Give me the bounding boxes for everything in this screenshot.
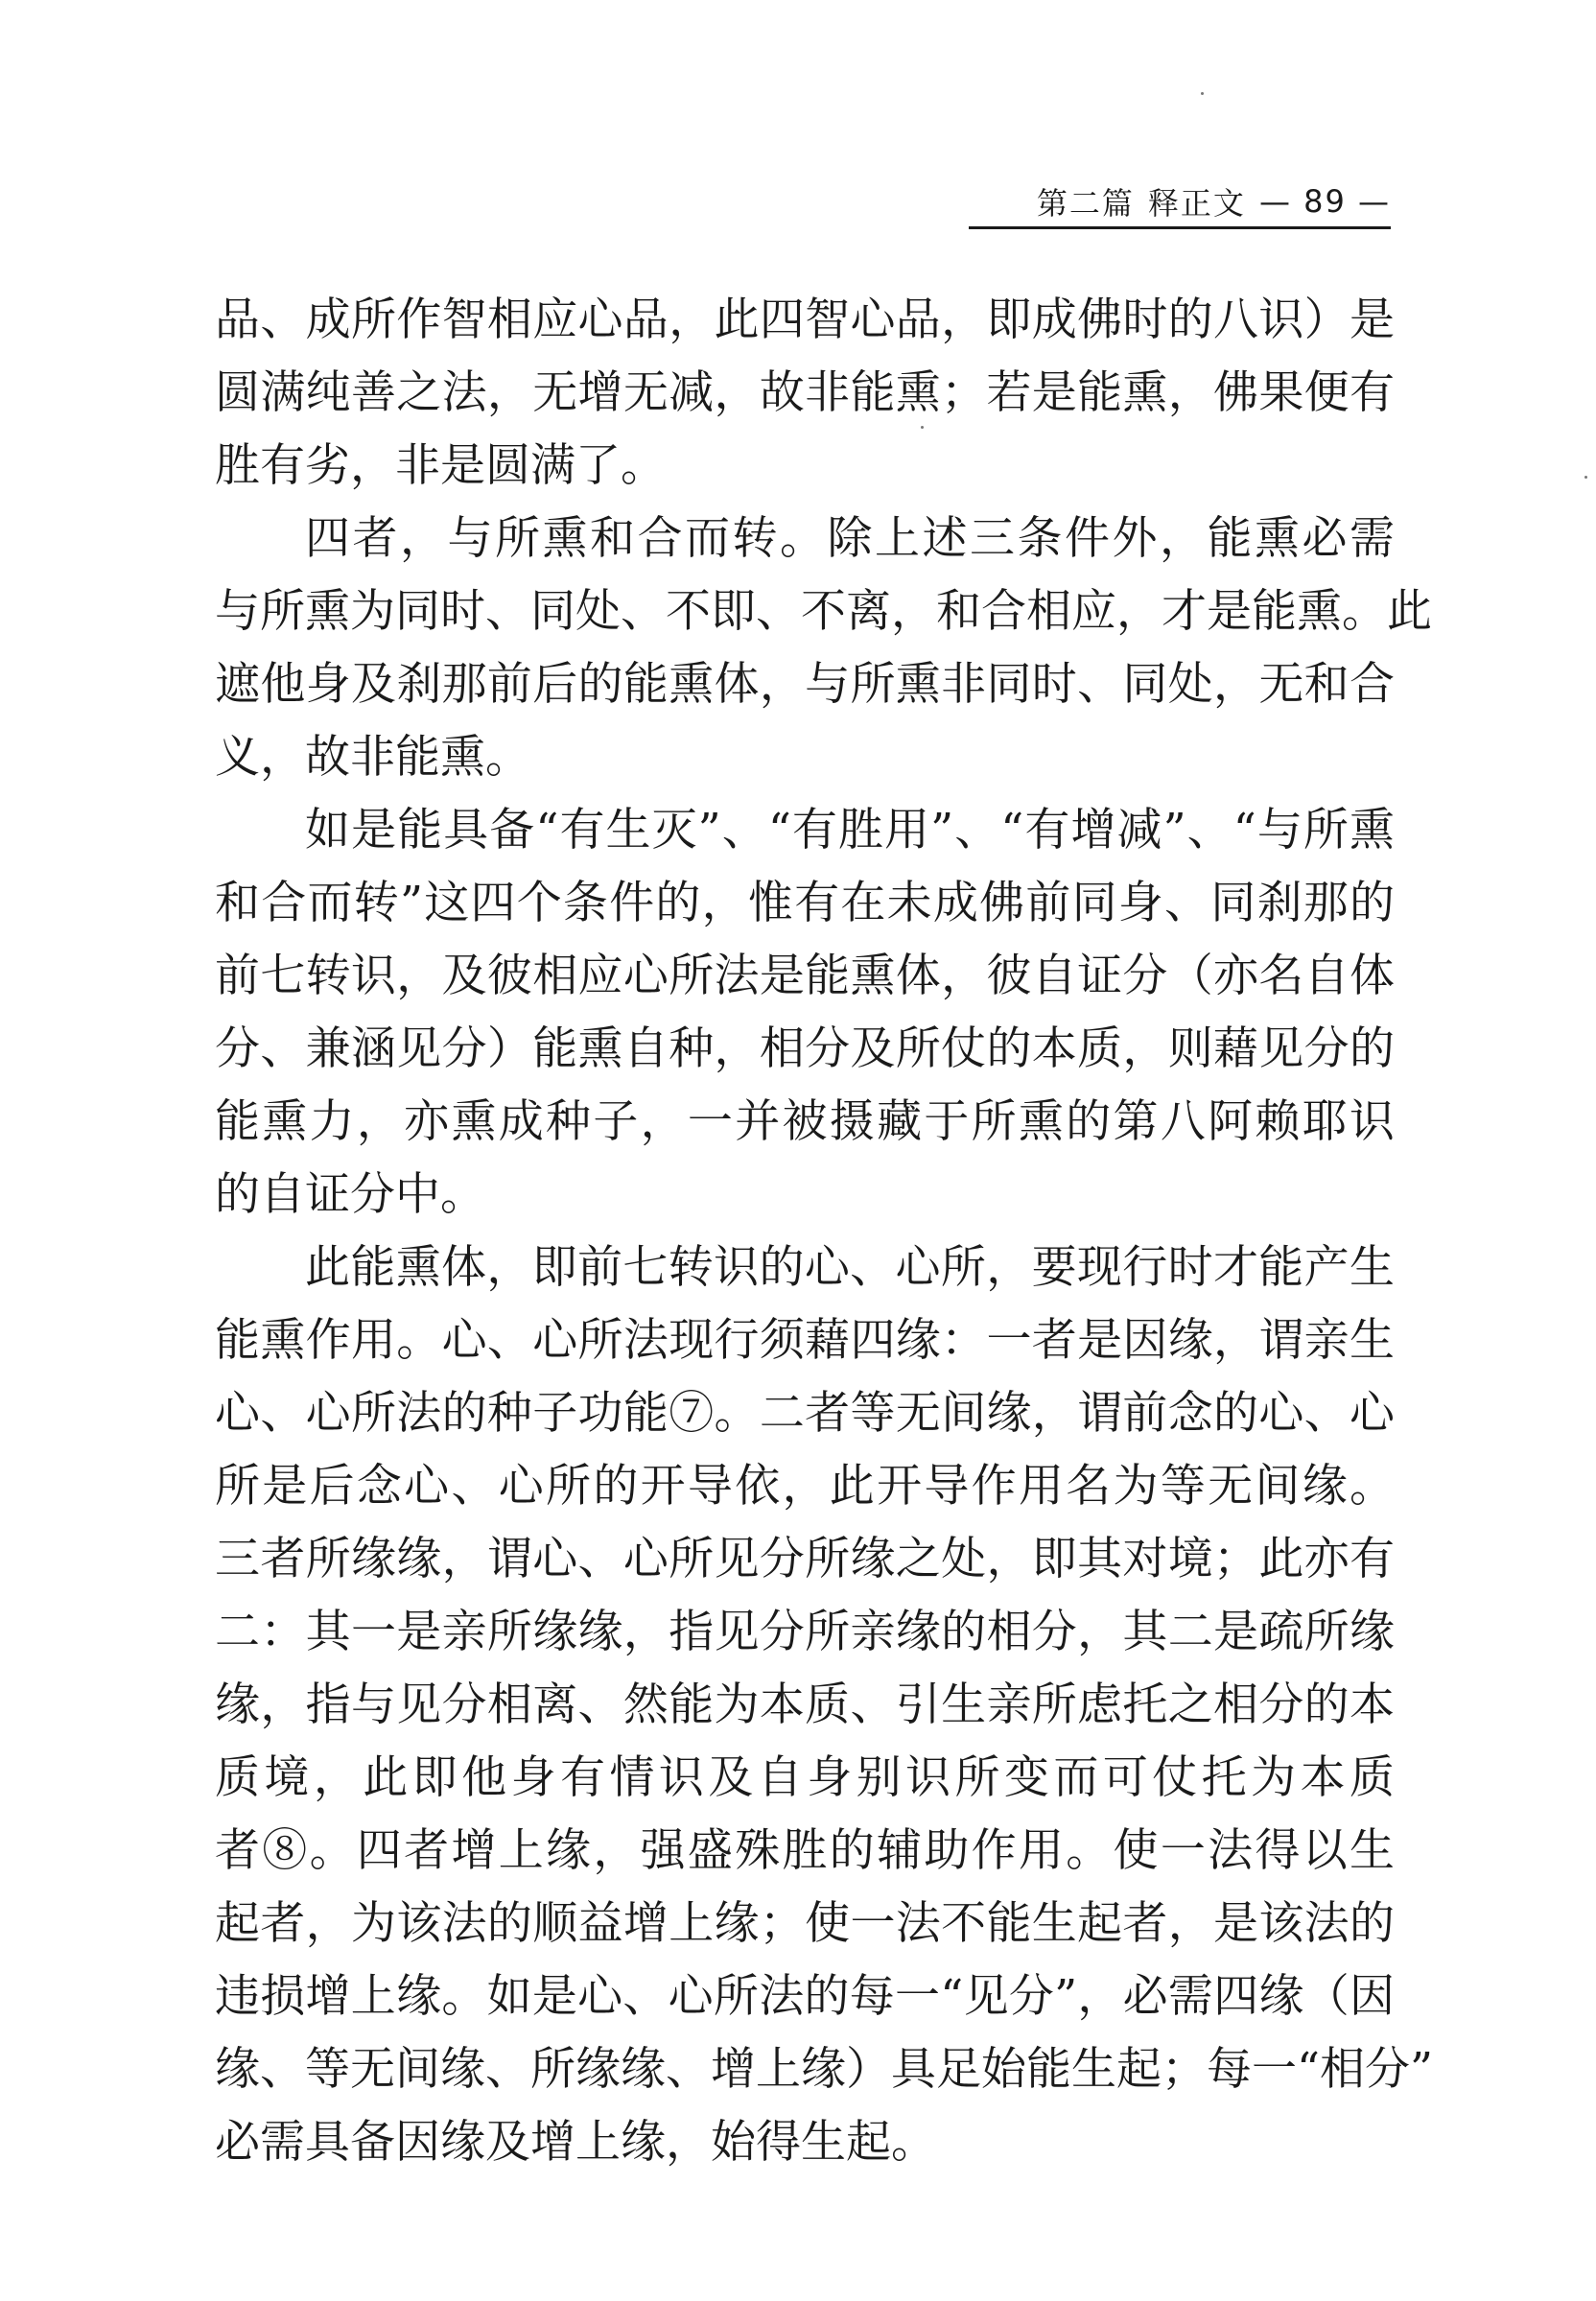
text-line: 质境，此即他身有情识及自身别识所变而可仗托为本质	[215, 1751, 1395, 1804]
text-line: 起者，为该法的顺益增上缘；使一法不能生起者，是该法的	[215, 1897, 1395, 1950]
text-line: 的自证分中。	[215, 1168, 485, 1221]
text-line: 此能熏体，即前七转识的心、心所，要现行时才能产生	[305, 1241, 1395, 1294]
text-line: 义，故非能熏。	[215, 731, 530, 784]
text-line: 如是能具备“有生灭”、“有胜用”、“有增减”、“与所熏	[305, 804, 1395, 857]
text-line: 与所熏为同时、同处、不即、不离，和合相应，才是能熏。此	[215, 585, 1432, 638]
text-line: 必需具备因缘及增上缘，始得生起。	[215, 2116, 936, 2169]
text-line: 品、成所作智相应心品，此四智心品，即成佛时的八识）是	[215, 293, 1395, 346]
text-line: 和合而转”这四个条件的，惟有在未成佛前同身、同刹那的	[215, 877, 1395, 929]
scan-speck	[1201, 92, 1204, 95]
running-header	[969, 178, 1391, 224]
text-line: 三者所缘缘，谓心、心所见分所缘之处，即其对境；此亦有	[215, 1533, 1395, 1585]
page-number: — 89 —	[1258, 183, 1391, 220]
text-line: 胜有劣，非是圆满了。	[215, 439, 666, 492]
text-line: 心、心所法的种子功能⑦。二者等无间缘，谓前念的心、心	[215, 1387, 1395, 1440]
body-text	[215, 284, 1434, 2179]
text-line: 能熏作用。心、心所法现行须藉四缘：一者是因缘，谓亲生	[215, 1314, 1395, 1367]
header-section: 第二篇	[1036, 185, 1135, 222]
header-rule	[969, 226, 1391, 229]
scan-speck	[921, 426, 924, 429]
text-line: 者⑧。四者增上缘，强盛殊胜的辅助作用。使一法得以生	[215, 1824, 1395, 1877]
text-line: 缘，指与见分相离、然能为本质、引生亲所虑托之相分的本	[215, 1679, 1395, 1731]
text-line: 分、兼涵见分）能熏自种，相分及所仗的本质，则藉见分的	[215, 1022, 1395, 1075]
text-line: 前七转识，及彼相应心所法是能熏体，彼自证分（亦名自体	[215, 950, 1395, 1002]
scan-speck	[1584, 476, 1587, 479]
text-line: 圆满纯善之法，无增无减，故非能熏；若是能熏，佛果便有	[215, 366, 1395, 419]
text-line: 缘、等无间缘、所缘缘、增上缘）具足始能生起；每一“相分”	[215, 2043, 1434, 2096]
text-line: 遮他身及刹那前后的能熏体，与所熏非同时、同处，无和合	[215, 658, 1395, 711]
header-title: 释正文	[1147, 185, 1246, 222]
text-line: 四者，与所熏和合而转。除上述三条件外，能熏必需	[305, 512, 1395, 565]
text-line: 所是后念心、心所的开导依，此开导作用名为等无间缘。	[215, 1460, 1395, 1513]
text-line: 能熏力，亦熏成种子，一并被摄藏于所熏的第八阿赖耶识	[215, 1095, 1395, 1148]
text-line: 二：其一是亲所缘缘，指见分所亲缘的相分，其二是疏所缘	[215, 1606, 1395, 1658]
text-line: 违损增上缘。如是心、心所法的每一“见分”，必需四缘（因	[215, 1970, 1395, 2023]
